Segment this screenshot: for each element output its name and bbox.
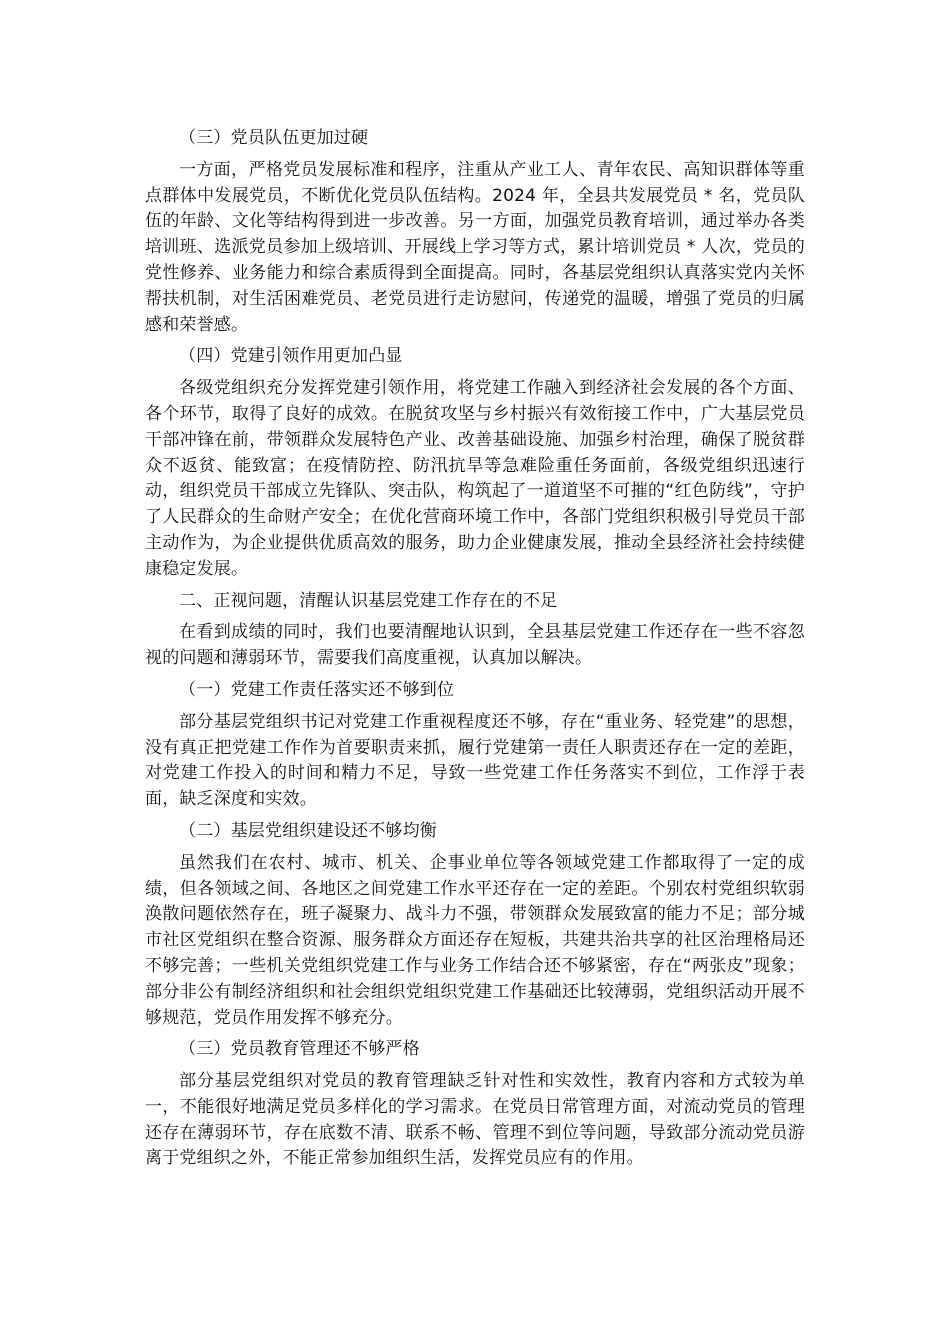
body-paragraph: 在看到成绩的同时，我们也要清醒地认识到，全县基层党建工作还存在一些不容忽视的问题和薄弱环节，需要我们高度重视，认真加以解决。: [145, 622, 805, 669]
body-paragraph: 一方面，严格党员发展标准和程序，注重从产业工人、青年农民、高知识群体等重点群体中发展党员，不断优化党员队伍结构。2024 年，全县共发展党员 * 名，党员队伍的年龄、文化等结构得到进一步改善。另一方面，加强党员教育培训，通过举办各类培训班、选派党员参加上级培训、开展线上学习等方式，累计培训党员 * 人次，党员的党性修养、业务能力和综合素质得到全面提高。同时，各基层党组织认真落实党内关怀帮扶机制，对生活困难党员、老党员进行走访慰问，传递党的温暖，增强了党员的归属感和荣誉感。: [145, 159, 805, 335]
section-heading: （三）党员教育管理还不够严格: [179, 1039, 420, 1060]
body-paragraph: 虽然我们在农村、城市、机关、企事业单位等各领域党建工作都取得了一定的成绩，但各领域之间、各地区之间党建工作水平还存在一定的差距。个别农村党组织软弱涣散问题依然存在，班子凝聚力、战斗力不强，带领群众发展致富的能力不足；部分城市社区党组织在整合资源、服务群众方面还存在短板，共建共治共享的社区治理格局还不够完善；一些机关党组织党建工作与业务工作结合还不够紧密，存在“两张皮”现象；部分非公有制经济组织和社会组织党组织党建工作基础还比较薄弱，党组织活动开展不够规范，党员作用发挥不够充分。: [145, 852, 805, 1028]
section-heading: （一）党建工作责任落实还不够到位: [179, 679, 455, 700]
document-page: [145, 126, 805, 1172]
body-paragraph: 各级党组织充分发挥党建引领作用，将党建工作融入到经济社会发展的各个方面、各个环节，取得了良好的成效。在脱贫攻坚与乡村振兴有效衔接工作中，广大基层党员干部冲锋在前，带领群众发展特色产业、改善基础设施、加强乡村治理，确保了脱贫群众不返贫、能致富；在疫情防控、防汛抗旱等急难险重任务面前，各级党组织迅速行动，组织党员干部成立先锋队、突击队，构筑起了一道道坚不可摧的“红色防线”，守护了人民群众的生命财产安全；在优化营商环境工作中，各部门党组织积极引导党员干部主动作为，为企业提供优质高效的服务，助力企业健康发展，推动全县经济社会持续健康稳定发展。: [145, 378, 805, 579]
section-heading: （四）党建引领作用更加凸显: [179, 346, 403, 367]
chapter-heading: 二、正视问题，清醒认识基层党建工作存在的不足: [179, 590, 558, 611]
section-heading: （三）党员队伍更加过硬: [179, 128, 369, 148]
body-paragraph: 部分基层党组织对党员的教育管理缺乏针对性和实效性，教育内容和方式较为单一，不能很好地满足党员多样化的学习需求。在党员日常管理方面，对流动党员的管理还存在薄弱环节，存在底数不清、联系不畅、管理不到位等问题，导致部分流动党员游离于党组织之外，不能正常参加组织生活，发挥党员应有的作用。: [145, 1071, 805, 1169]
body-paragraph: 部分基层党组织书记对党建工作重视程度还不够，存在“重业务、轻党建”的思想，没有真正把党建工作作为首要职责来抓，履行党建第一责任人职责还存在一定的差距，对党建工作投入的时间和精力不足，导致一些党建工作任务落实不到位，工作浮于表面，缺乏深度和实效。: [145, 711, 805, 810]
section-heading: （二）基层党组织建设还不够均衡: [179, 820, 437, 841]
